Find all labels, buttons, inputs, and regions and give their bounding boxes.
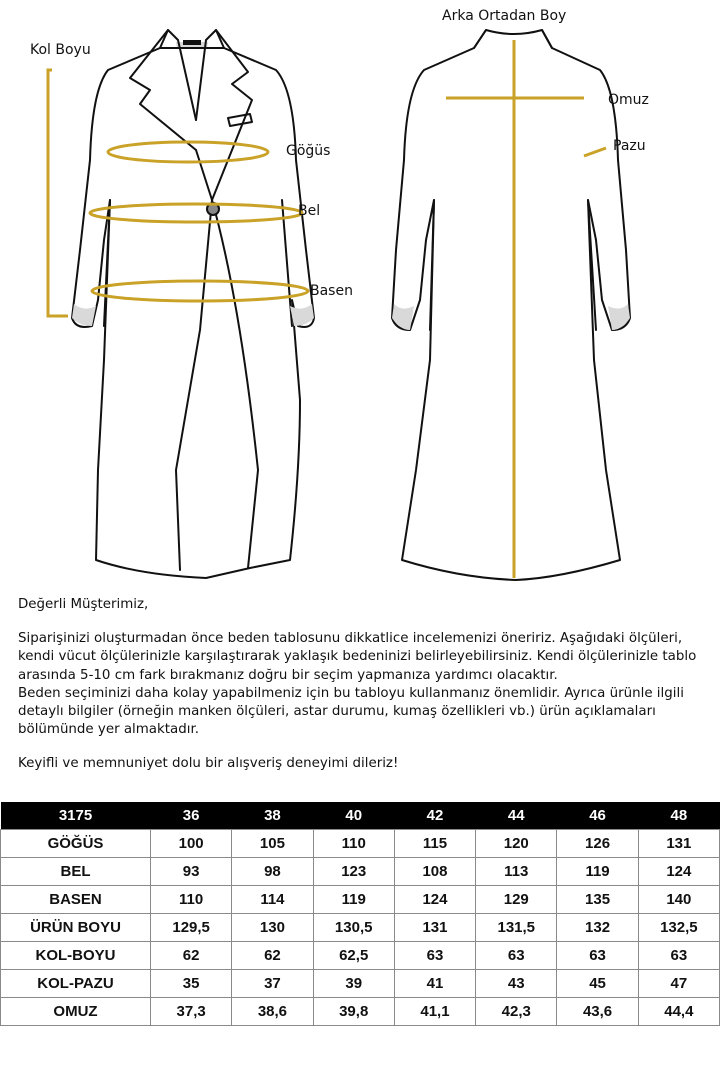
- table-cell: 62: [232, 942, 313, 970]
- table-cell: 119: [557, 858, 638, 886]
- row-label: BEL: [1, 858, 151, 886]
- table-cell: 62,5: [313, 942, 394, 970]
- row-label: KOL-PAZU: [1, 970, 151, 998]
- table-cell: 131: [638, 830, 719, 858]
- table-cell: 130,5: [313, 914, 394, 942]
- table-cell: 114: [232, 886, 313, 914]
- table-cell: 63: [476, 942, 557, 970]
- size-header: 40: [313, 802, 394, 830]
- size-header: 44: [476, 802, 557, 830]
- table-cell: 37: [232, 970, 313, 998]
- table-cell: 38,6: [232, 998, 313, 1026]
- table-cell: 105: [232, 830, 313, 858]
- table-cell: 62: [151, 942, 232, 970]
- table-cell: 44,4: [638, 998, 719, 1026]
- customer-notice: [18, 596, 708, 774]
- table-cell: 120: [476, 830, 557, 858]
- row-label: KOL-BOYU: [1, 942, 151, 970]
- table-cell: 126: [557, 830, 638, 858]
- label-bicep: Pazu: [613, 138, 646, 154]
- size-table: [0, 802, 720, 1026]
- table-cell: 98: [232, 858, 313, 886]
- table-cell: 47: [638, 970, 719, 998]
- row-label: ÜRÜN BOYU: [1, 914, 151, 942]
- sleeve-length-line: [48, 70, 68, 316]
- table-cell: 45: [557, 970, 638, 998]
- label-chest: Göğüs: [286, 143, 331, 159]
- size-header: 46: [557, 802, 638, 830]
- table-cell: 39,8: [313, 998, 394, 1026]
- front-coat-drawing: [72, 30, 314, 578]
- table-row: [1, 858, 720, 886]
- table-cell: 140: [638, 886, 719, 914]
- table-cell: 129: [476, 886, 557, 914]
- table-cell: 63: [638, 942, 719, 970]
- label-sleeve-length: Kol Boyu: [30, 42, 91, 58]
- table-cell: 132,5: [638, 914, 719, 942]
- table-cell: 39: [313, 970, 394, 998]
- table-cell: 100: [151, 830, 232, 858]
- notice-paragraph-1: Siparişinizi oluşturmadan önce beden tablosunu dikkatlice incelemenizi öneririz. Aşağıdaki ölçüleri, kendi vücut ölçülerinizle karşılaştırarak yaklaşık bedeninizi belirleyebilirsiniz. Kendi ölçülerinizle tablo arasında 5-10 cm fark bırakmanız doğru bir seçim yapmanıza yardımcı olacaktır.: [18, 631, 697, 683]
- table-row: [1, 970, 720, 998]
- table-cell: 41: [394, 970, 475, 998]
- table-cell: 108: [394, 858, 475, 886]
- table-cell: 63: [557, 942, 638, 970]
- table-row: [1, 998, 720, 1026]
- row-label: OMUZ: [1, 998, 151, 1026]
- table-cell: 37,3: [151, 998, 232, 1026]
- table-row: [1, 914, 720, 942]
- size-header: 48: [638, 802, 719, 830]
- table-cell: 110: [313, 830, 394, 858]
- table-cell: 42,3: [476, 998, 557, 1026]
- size-header: 36: [151, 802, 232, 830]
- table-cell: 135: [557, 886, 638, 914]
- table-cell: 63: [394, 942, 475, 970]
- product-code-header: 3175: [1, 802, 151, 830]
- row-label: BASEN: [1, 886, 151, 914]
- label-shoulder: Omuz: [608, 92, 649, 108]
- row-label: GÖĞÜS: [1, 830, 151, 858]
- table-cell: 43,6: [557, 998, 638, 1026]
- table-cell: 43: [476, 970, 557, 998]
- table-cell: 35: [151, 970, 232, 998]
- size-header: 42: [394, 802, 475, 830]
- notice-paragraph-2: Beden seçiminizi daha kolay yapabilmeniz için bu tabloyu kullanmanız önemlidir. Ayrıca ürünle ilgili detaylı bilgiler (örneğin manken ölçüleri, astar durumu, kumaş özellikleri vb.) ürün açıklamaları bölümünde yer almaktadır.: [18, 685, 684, 738]
- table-row: [1, 886, 720, 914]
- table-cell: 124: [638, 858, 719, 886]
- table-row: [1, 830, 720, 858]
- table-cell: 131: [394, 914, 475, 942]
- size-table-header: [1, 802, 720, 830]
- size-header: 38: [232, 802, 313, 830]
- label-center-back-length: Arka Ortadan Boy: [442, 8, 567, 24]
- table-cell: 115: [394, 830, 475, 858]
- table-cell: 130: [232, 914, 313, 942]
- table-cell: 131,5: [476, 914, 557, 942]
- table-cell: 41,1: [394, 998, 475, 1026]
- table-cell: 132: [557, 914, 638, 942]
- back-coat-drawing: [392, 30, 630, 580]
- notice-greeting: Değerli Müşterimiz,: [18, 597, 149, 612]
- table-cell: 123: [313, 858, 394, 886]
- table-cell: 124: [394, 886, 475, 914]
- label-hip: Basen: [310, 283, 353, 299]
- table-cell: 110: [151, 886, 232, 914]
- label-waist: Bel: [298, 203, 321, 219]
- table-cell: 93: [151, 858, 232, 886]
- notice-closing: Keyifli ve memnuniyet dolu bir alışveriş deneyimi dileriz!: [18, 756, 399, 772]
- table-cell: 129,5: [151, 914, 232, 942]
- table-row: [1, 942, 720, 970]
- table-cell: 113: [476, 858, 557, 886]
- table-cell: 119: [313, 886, 394, 914]
